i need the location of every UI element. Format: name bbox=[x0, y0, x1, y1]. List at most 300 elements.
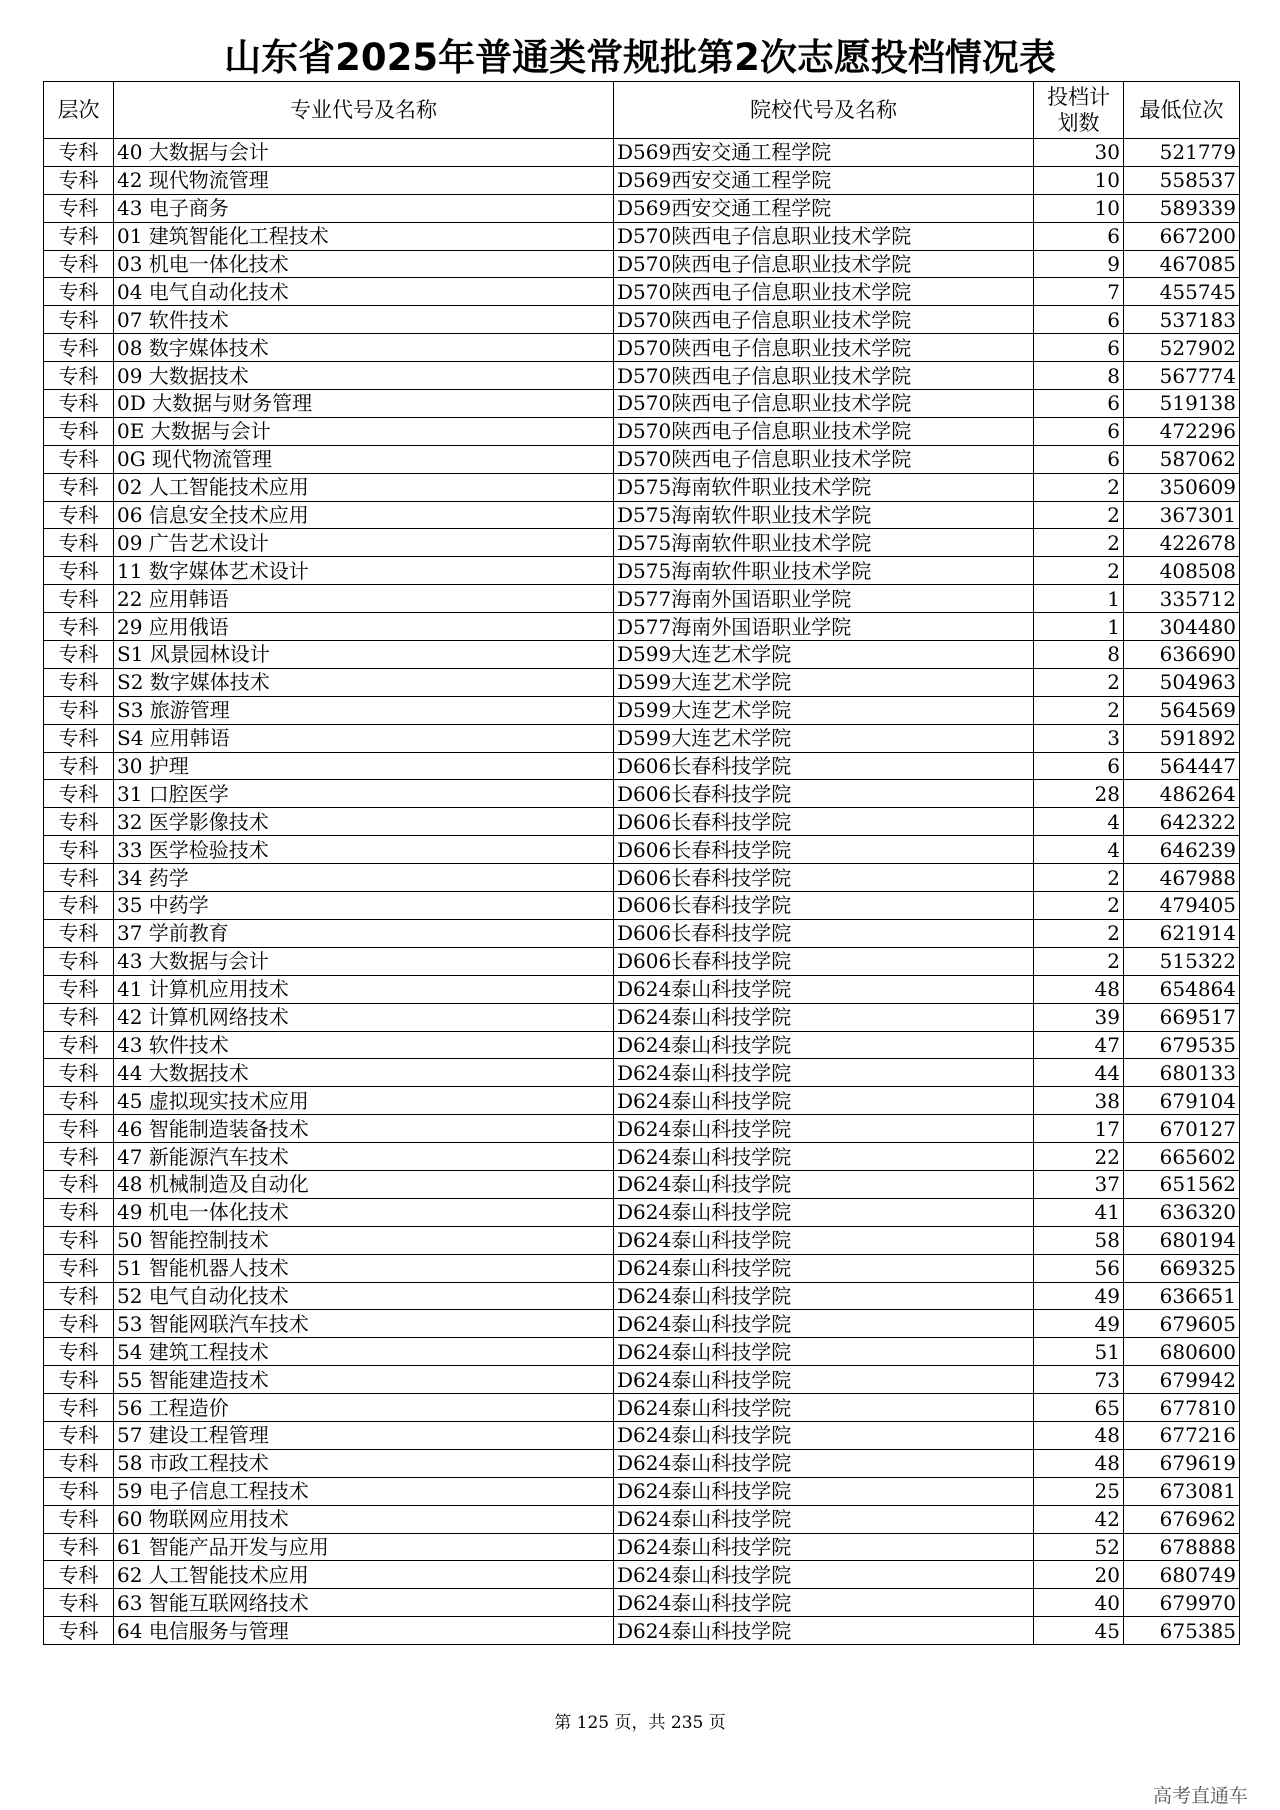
min-rank-cell: 521779 bbox=[1124, 139, 1240, 167]
table-row bbox=[44, 445, 1240, 473]
min-rank-cell: 527902 bbox=[1124, 334, 1240, 362]
min-rank-cell: 519138 bbox=[1124, 390, 1240, 418]
table-row bbox=[44, 836, 1240, 864]
min-rank-cell: 670127 bbox=[1124, 1115, 1240, 1143]
min-rank-cell: 567774 bbox=[1124, 362, 1240, 390]
plan-count-cell: 49 bbox=[1034, 1282, 1124, 1310]
table-row bbox=[44, 1366, 1240, 1394]
plan-count-cell: 48 bbox=[1034, 1449, 1124, 1477]
school-cell: D624泰山科技学院 bbox=[614, 1533, 1034, 1561]
table-row bbox=[44, 1282, 1240, 1310]
min-rank-cell: 636651 bbox=[1124, 1282, 1240, 1310]
table-row bbox=[44, 1338, 1240, 1366]
plan-count-cell: 2 bbox=[1034, 473, 1124, 501]
major-cell: 43 软件技术 bbox=[114, 1031, 614, 1059]
major-cell: 06 信息安全技术应用 bbox=[114, 501, 614, 529]
level-cell: 专科 bbox=[44, 1059, 114, 1087]
major-cell: 40 大数据与会计 bbox=[114, 139, 614, 167]
min-rank-cell: 669517 bbox=[1124, 1003, 1240, 1031]
major-cell: 43 电子商务 bbox=[114, 194, 614, 222]
min-rank-cell: 564447 bbox=[1124, 752, 1240, 780]
school-cell: D577海南外国语职业学院 bbox=[614, 585, 1034, 613]
school-cell: D624泰山科技学院 bbox=[614, 1226, 1034, 1254]
plan-count-cell: 38 bbox=[1034, 1087, 1124, 1115]
table-body bbox=[44, 139, 1240, 1645]
major-cell: 42 现代物流管理 bbox=[114, 166, 614, 194]
table-row bbox=[44, 417, 1240, 445]
plan-count-cell: 41 bbox=[1034, 1198, 1124, 1226]
level-cell: 专科 bbox=[44, 1226, 114, 1254]
level-cell: 专科 bbox=[44, 1143, 114, 1171]
table-row bbox=[44, 780, 1240, 808]
school-cell: D569西安交通工程学院 bbox=[614, 194, 1034, 222]
min-rank-cell: 680600 bbox=[1124, 1338, 1240, 1366]
plan-count-cell: 6 bbox=[1034, 222, 1124, 250]
major-cell: 61 智能产品开发与应用 bbox=[114, 1533, 614, 1561]
table-row bbox=[44, 194, 1240, 222]
major-cell: S1 风景园林设计 bbox=[114, 641, 614, 669]
min-rank-cell: 679605 bbox=[1124, 1310, 1240, 1338]
min-rank-cell: 408508 bbox=[1124, 557, 1240, 585]
plan-count-cell: 30 bbox=[1034, 139, 1124, 167]
major-cell: S4 应用韩语 bbox=[114, 724, 614, 752]
table-row bbox=[44, 1421, 1240, 1449]
major-cell: 04 电气自动化技术 bbox=[114, 278, 614, 306]
major-cell: 0E 大数据与会计 bbox=[114, 417, 614, 445]
school-cell: D569西安交通工程学院 bbox=[614, 166, 1034, 194]
table-row bbox=[44, 1477, 1240, 1505]
school-cell: D624泰山科技学院 bbox=[614, 1115, 1034, 1143]
plan-count-cell: 6 bbox=[1034, 752, 1124, 780]
table-row bbox=[44, 808, 1240, 836]
min-rank-cell: 675385 bbox=[1124, 1617, 1240, 1645]
table-row bbox=[44, 641, 1240, 669]
major-cell: 03 机电一体化技术 bbox=[114, 250, 614, 278]
page-title: 山东省2025年普通类常规批第2次志愿投档情况表 bbox=[224, 36, 1056, 79]
level-cell: 专科 bbox=[44, 1366, 114, 1394]
table-row bbox=[44, 1198, 1240, 1226]
header-school: 院校代号及名称 bbox=[614, 82, 1034, 139]
table-row bbox=[44, 278, 1240, 306]
plan-count-cell: 3 bbox=[1034, 724, 1124, 752]
table-row bbox=[44, 668, 1240, 696]
plan-count-cell: 25 bbox=[1034, 1477, 1124, 1505]
plan-count-cell: 2 bbox=[1034, 919, 1124, 947]
school-cell: D624泰山科技学院 bbox=[614, 1254, 1034, 1282]
level-cell: 专科 bbox=[44, 362, 114, 390]
table-row bbox=[44, 724, 1240, 752]
school-cell: D624泰山科技学院 bbox=[614, 1338, 1034, 1366]
plan-count-cell: 1 bbox=[1034, 585, 1124, 613]
min-rank-cell: 455745 bbox=[1124, 278, 1240, 306]
school-cell: D624泰山科技学院 bbox=[614, 1143, 1034, 1171]
school-cell: D599大连艺术学院 bbox=[614, 668, 1034, 696]
plan-count-cell: 42 bbox=[1034, 1505, 1124, 1533]
major-cell: 33 医学检验技术 bbox=[114, 836, 614, 864]
table-row bbox=[44, 1254, 1240, 1282]
table-row bbox=[44, 1226, 1240, 1254]
plan-count-cell: 49 bbox=[1034, 1310, 1124, 1338]
table-row bbox=[44, 696, 1240, 724]
school-cell: D624泰山科技学院 bbox=[614, 1366, 1034, 1394]
school-cell: D606长春科技学院 bbox=[614, 947, 1034, 975]
school-cell: D606长春科技学院 bbox=[614, 892, 1034, 920]
plan-count-cell: 39 bbox=[1034, 1003, 1124, 1031]
major-cell: S3 旅游管理 bbox=[114, 696, 614, 724]
major-cell: 50 智能控制技术 bbox=[114, 1226, 614, 1254]
school-cell: D570陕西电子信息职业技术学院 bbox=[614, 445, 1034, 473]
major-cell: 55 智能建造技术 bbox=[114, 1366, 614, 1394]
school-cell: D606长春科技学院 bbox=[614, 864, 1034, 892]
header-rank: 最低位次 bbox=[1124, 82, 1240, 139]
table-row bbox=[44, 1561, 1240, 1589]
level-cell: 专科 bbox=[44, 1282, 114, 1310]
level-cell: 专科 bbox=[44, 1338, 114, 1366]
table-row bbox=[44, 222, 1240, 250]
table-row bbox=[44, 864, 1240, 892]
major-cell: 35 中药学 bbox=[114, 892, 614, 920]
table-row bbox=[44, 1589, 1240, 1617]
min-rank-cell: 504963 bbox=[1124, 668, 1240, 696]
min-rank-cell: 367301 bbox=[1124, 501, 1240, 529]
school-cell: D570陕西电子信息职业技术学院 bbox=[614, 417, 1034, 445]
page-footer: 第 125 页，共 235 页 bbox=[554, 1713, 726, 1733]
major-cell: 49 机电一体化技术 bbox=[114, 1198, 614, 1226]
min-rank-cell: 515322 bbox=[1124, 947, 1240, 975]
min-rank-cell: 667200 bbox=[1124, 222, 1240, 250]
table-row bbox=[44, 1003, 1240, 1031]
school-cell: D575海南软件职业技术学院 bbox=[614, 501, 1034, 529]
min-rank-cell: 665602 bbox=[1124, 1143, 1240, 1171]
table-row bbox=[44, 1170, 1240, 1198]
school-cell: D606长春科技学院 bbox=[614, 808, 1034, 836]
level-cell: 专科 bbox=[44, 278, 114, 306]
major-cell: 08 数字媒体技术 bbox=[114, 334, 614, 362]
min-rank-cell: 558537 bbox=[1124, 166, 1240, 194]
level-cell: 专科 bbox=[44, 473, 114, 501]
plan-count-cell: 65 bbox=[1034, 1394, 1124, 1422]
school-cell: D624泰山科技学院 bbox=[614, 1589, 1034, 1617]
table-row bbox=[44, 919, 1240, 947]
plan-count-cell: 45 bbox=[1034, 1617, 1124, 1645]
table-row bbox=[44, 1031, 1240, 1059]
level-cell: 专科 bbox=[44, 864, 114, 892]
min-rank-cell: 679104 bbox=[1124, 1087, 1240, 1115]
level-cell: 专科 bbox=[44, 780, 114, 808]
major-cell: 45 虚拟现实技术应用 bbox=[114, 1087, 614, 1115]
major-cell: 63 智能互联网络技术 bbox=[114, 1589, 614, 1617]
min-rank-cell: 564569 bbox=[1124, 696, 1240, 724]
level-cell: 专科 bbox=[44, 1003, 114, 1031]
plan-count-cell: 6 bbox=[1034, 390, 1124, 418]
min-rank-cell: 304480 bbox=[1124, 613, 1240, 641]
school-cell: D606长春科技学院 bbox=[614, 752, 1034, 780]
table-row bbox=[44, 250, 1240, 278]
level-cell: 专科 bbox=[44, 1449, 114, 1477]
school-cell: D624泰山科技学院 bbox=[614, 1561, 1034, 1589]
school-cell: D624泰山科技学院 bbox=[614, 1282, 1034, 1310]
major-cell: 58 市政工程技术 bbox=[114, 1449, 614, 1477]
table-row bbox=[44, 1059, 1240, 1087]
header-level: 层次 bbox=[44, 82, 114, 139]
min-rank-cell: 422678 bbox=[1124, 529, 1240, 557]
major-cell: 22 应用韩语 bbox=[114, 585, 614, 613]
table-row bbox=[44, 473, 1240, 501]
plan-count-cell: 10 bbox=[1034, 166, 1124, 194]
min-rank-cell: 679970 bbox=[1124, 1589, 1240, 1617]
school-cell: D570陕西电子信息职业技术学院 bbox=[614, 278, 1034, 306]
school-cell: D624泰山科技学院 bbox=[614, 1031, 1034, 1059]
school-cell: D570陕西电子信息职业技术学院 bbox=[614, 222, 1034, 250]
plan-count-cell: 2 bbox=[1034, 529, 1124, 557]
school-cell: D599大连艺术学院 bbox=[614, 696, 1034, 724]
table-row bbox=[44, 752, 1240, 780]
plan-count-cell: 2 bbox=[1034, 864, 1124, 892]
school-cell: D570陕西电子信息职业技术学院 bbox=[614, 362, 1034, 390]
school-cell: D606长春科技学院 bbox=[614, 836, 1034, 864]
min-rank-cell: 677810 bbox=[1124, 1394, 1240, 1422]
level-cell: 专科 bbox=[44, 417, 114, 445]
school-cell: D570陕西电子信息职业技术学院 bbox=[614, 306, 1034, 334]
table-row bbox=[44, 1310, 1240, 1338]
min-rank-cell: 680194 bbox=[1124, 1226, 1240, 1254]
major-cell: 34 药学 bbox=[114, 864, 614, 892]
plan-count-cell: 6 bbox=[1034, 334, 1124, 362]
major-cell: 37 学前教育 bbox=[114, 919, 614, 947]
major-cell: 46 智能制造装备技术 bbox=[114, 1115, 614, 1143]
min-rank-cell: 467988 bbox=[1124, 864, 1240, 892]
plan-count-cell: 17 bbox=[1034, 1115, 1124, 1143]
min-rank-cell: 669325 bbox=[1124, 1254, 1240, 1282]
major-cell: 0D 大数据与财务管理 bbox=[114, 390, 614, 418]
major-cell: 48 机械制造及自动化 bbox=[114, 1170, 614, 1198]
min-rank-cell: 587062 bbox=[1124, 445, 1240, 473]
plan-count-cell: 6 bbox=[1034, 417, 1124, 445]
plan-count-cell: 1 bbox=[1034, 613, 1124, 641]
major-cell: 54 建筑工程技术 bbox=[114, 1338, 614, 1366]
major-cell: 60 物联网应用技术 bbox=[114, 1505, 614, 1533]
table-row bbox=[44, 585, 1240, 613]
table-row bbox=[44, 975, 1240, 1003]
table-row bbox=[44, 947, 1240, 975]
school-cell: D624泰山科技学院 bbox=[614, 1617, 1034, 1645]
major-cell: 0G 现代物流管理 bbox=[114, 445, 614, 473]
table-row bbox=[44, 529, 1240, 557]
major-cell: 42 计算机网络技术 bbox=[114, 1003, 614, 1031]
level-cell: 专科 bbox=[44, 696, 114, 724]
admission-table bbox=[43, 81, 1240, 1645]
level-cell: 专科 bbox=[44, 613, 114, 641]
min-rank-cell: 589339 bbox=[1124, 194, 1240, 222]
table-row bbox=[44, 362, 1240, 390]
min-rank-cell: 673081 bbox=[1124, 1477, 1240, 1505]
plan-count-cell: 2 bbox=[1034, 501, 1124, 529]
table-row bbox=[44, 166, 1240, 194]
school-cell: D606长春科技学院 bbox=[614, 780, 1034, 808]
plan-count-cell: 52 bbox=[1034, 1533, 1124, 1561]
major-cell: 47 新能源汽车技术 bbox=[114, 1143, 614, 1171]
level-cell: 专科 bbox=[44, 1477, 114, 1505]
school-cell: D599大连艺术学院 bbox=[614, 641, 1034, 669]
table-row bbox=[44, 1394, 1240, 1422]
table-row bbox=[44, 139, 1240, 167]
level-cell: 专科 bbox=[44, 892, 114, 920]
table-header-row bbox=[44, 82, 1240, 139]
min-rank-cell: 679535 bbox=[1124, 1031, 1240, 1059]
min-rank-cell: 678888 bbox=[1124, 1533, 1240, 1561]
level-cell: 专科 bbox=[44, 668, 114, 696]
plan-count-cell: 51 bbox=[1034, 1338, 1124, 1366]
school-cell: D570陕西电子信息职业技术学院 bbox=[614, 250, 1034, 278]
level-cell: 专科 bbox=[44, 1115, 114, 1143]
level-cell: 专科 bbox=[44, 1421, 114, 1449]
table-row bbox=[44, 1533, 1240, 1561]
level-cell: 专科 bbox=[44, 1198, 114, 1226]
table-row bbox=[44, 613, 1240, 641]
school-cell: D599大连艺术学院 bbox=[614, 724, 1034, 752]
plan-count-cell: 2 bbox=[1034, 947, 1124, 975]
plan-count-cell: 8 bbox=[1034, 362, 1124, 390]
level-cell: 专科 bbox=[44, 1561, 114, 1589]
table-row bbox=[44, 892, 1240, 920]
min-rank-cell: 591892 bbox=[1124, 724, 1240, 752]
level-cell: 专科 bbox=[44, 919, 114, 947]
major-cell: 11 数字媒体艺术设计 bbox=[114, 557, 614, 585]
plan-count-cell: 56 bbox=[1034, 1254, 1124, 1282]
major-cell: 09 广告艺术设计 bbox=[114, 529, 614, 557]
major-cell: 32 医学影像技术 bbox=[114, 808, 614, 836]
level-cell: 专科 bbox=[44, 557, 114, 585]
school-cell: D624泰山科技学院 bbox=[614, 1003, 1034, 1031]
level-cell: 专科 bbox=[44, 139, 114, 167]
level-cell: 专科 bbox=[44, 1617, 114, 1645]
major-cell: 57 建设工程管理 bbox=[114, 1421, 614, 1449]
min-rank-cell: 654864 bbox=[1124, 975, 1240, 1003]
major-cell: S2 数字媒体技术 bbox=[114, 668, 614, 696]
plan-count-cell: 58 bbox=[1034, 1226, 1124, 1254]
level-cell: 专科 bbox=[44, 1031, 114, 1059]
school-cell: D624泰山科技学院 bbox=[614, 1087, 1034, 1115]
min-rank-cell: 486264 bbox=[1124, 780, 1240, 808]
min-rank-cell: 636320 bbox=[1124, 1198, 1240, 1226]
plan-count-cell: 20 bbox=[1034, 1561, 1124, 1589]
header-major: 专业代号及名称 bbox=[114, 82, 614, 139]
table-row bbox=[44, 501, 1240, 529]
level-cell: 专科 bbox=[44, 1533, 114, 1561]
min-rank-cell: 642322 bbox=[1124, 808, 1240, 836]
plan-count-cell: 44 bbox=[1034, 1059, 1124, 1087]
plan-count-cell: 2 bbox=[1034, 557, 1124, 585]
major-cell: 30 护理 bbox=[114, 752, 614, 780]
major-cell: 01 建筑智能化工程技术 bbox=[114, 222, 614, 250]
level-cell: 专科 bbox=[44, 194, 114, 222]
min-rank-cell: 472296 bbox=[1124, 417, 1240, 445]
plan-count-cell: 4 bbox=[1034, 808, 1124, 836]
level-cell: 专科 bbox=[44, 585, 114, 613]
plan-count-cell: 37 bbox=[1034, 1170, 1124, 1198]
min-rank-cell: 680133 bbox=[1124, 1059, 1240, 1087]
plan-count-cell: 2 bbox=[1034, 668, 1124, 696]
min-rank-cell: 680749 bbox=[1124, 1561, 1240, 1589]
plan-count-cell: 40 bbox=[1034, 1589, 1124, 1617]
plan-count-cell: 48 bbox=[1034, 975, 1124, 1003]
min-rank-cell: 646239 bbox=[1124, 836, 1240, 864]
level-cell: 专科 bbox=[44, 947, 114, 975]
min-rank-cell: 537183 bbox=[1124, 306, 1240, 334]
plan-count-cell: 47 bbox=[1034, 1031, 1124, 1059]
table-row bbox=[44, 557, 1240, 585]
level-cell: 专科 bbox=[44, 752, 114, 780]
plan-count-cell: 4 bbox=[1034, 836, 1124, 864]
level-cell: 专科 bbox=[44, 1310, 114, 1338]
min-rank-cell: 350609 bbox=[1124, 473, 1240, 501]
school-cell: D577海南外国语职业学院 bbox=[614, 613, 1034, 641]
major-cell: 56 工程造价 bbox=[114, 1394, 614, 1422]
level-cell: 专科 bbox=[44, 501, 114, 529]
level-cell: 专科 bbox=[44, 334, 114, 362]
table-row bbox=[44, 1617, 1240, 1645]
plan-count-cell: 2 bbox=[1034, 892, 1124, 920]
table-row bbox=[44, 306, 1240, 334]
school-cell: D624泰山科技学院 bbox=[614, 1505, 1034, 1533]
min-rank-cell: 677216 bbox=[1124, 1421, 1240, 1449]
major-cell: 31 口腔医学 bbox=[114, 780, 614, 808]
level-cell: 专科 bbox=[44, 808, 114, 836]
table-row bbox=[44, 1449, 1240, 1477]
min-rank-cell: 676962 bbox=[1124, 1505, 1240, 1533]
school-cell: D570陕西电子信息职业技术学院 bbox=[614, 390, 1034, 418]
school-cell: D624泰山科技学院 bbox=[614, 975, 1034, 1003]
school-cell: D624泰山科技学院 bbox=[614, 1170, 1034, 1198]
plan-count-cell: 9 bbox=[1034, 250, 1124, 278]
major-cell: 29 应用俄语 bbox=[114, 613, 614, 641]
plan-count-cell: 6 bbox=[1034, 445, 1124, 473]
level-cell: 专科 bbox=[44, 1254, 114, 1282]
level-cell: 专科 bbox=[44, 1589, 114, 1617]
table-row bbox=[44, 1087, 1240, 1115]
level-cell: 专科 bbox=[44, 1170, 114, 1198]
school-cell: D575海南软件职业技术学院 bbox=[614, 473, 1034, 501]
min-rank-cell: 651562 bbox=[1124, 1170, 1240, 1198]
major-cell: 52 电气自动化技术 bbox=[114, 1282, 614, 1310]
major-cell: 43 大数据与会计 bbox=[114, 947, 614, 975]
school-cell: D624泰山科技学院 bbox=[614, 1449, 1034, 1477]
min-rank-cell: 621914 bbox=[1124, 919, 1240, 947]
min-rank-cell: 479405 bbox=[1124, 892, 1240, 920]
plan-count-cell: 28 bbox=[1034, 780, 1124, 808]
school-cell: D624泰山科技学院 bbox=[614, 1198, 1034, 1226]
header-plan bbox=[1034, 82, 1124, 139]
school-cell: D624泰山科技学院 bbox=[614, 1421, 1034, 1449]
level-cell: 专科 bbox=[44, 641, 114, 669]
table-row bbox=[44, 1115, 1240, 1143]
plan-count-cell: 73 bbox=[1034, 1366, 1124, 1394]
school-cell: D624泰山科技学院 bbox=[614, 1059, 1034, 1087]
level-cell: 专科 bbox=[44, 166, 114, 194]
plan-count-cell: 7 bbox=[1034, 278, 1124, 306]
major-cell: 07 软件技术 bbox=[114, 306, 614, 334]
major-cell: 51 智能机器人技术 bbox=[114, 1254, 614, 1282]
major-cell: 09 大数据技术 bbox=[114, 362, 614, 390]
plan-count-cell: 48 bbox=[1034, 1421, 1124, 1449]
level-cell: 专科 bbox=[44, 1394, 114, 1422]
major-cell: 02 人工智能技术应用 bbox=[114, 473, 614, 501]
major-cell: 41 计算机应用技术 bbox=[114, 975, 614, 1003]
min-rank-cell: 467085 bbox=[1124, 250, 1240, 278]
plan-count-cell: 22 bbox=[1034, 1143, 1124, 1171]
plan-count-cell: 2 bbox=[1034, 696, 1124, 724]
school-cell: D575海南软件职业技术学院 bbox=[614, 529, 1034, 557]
